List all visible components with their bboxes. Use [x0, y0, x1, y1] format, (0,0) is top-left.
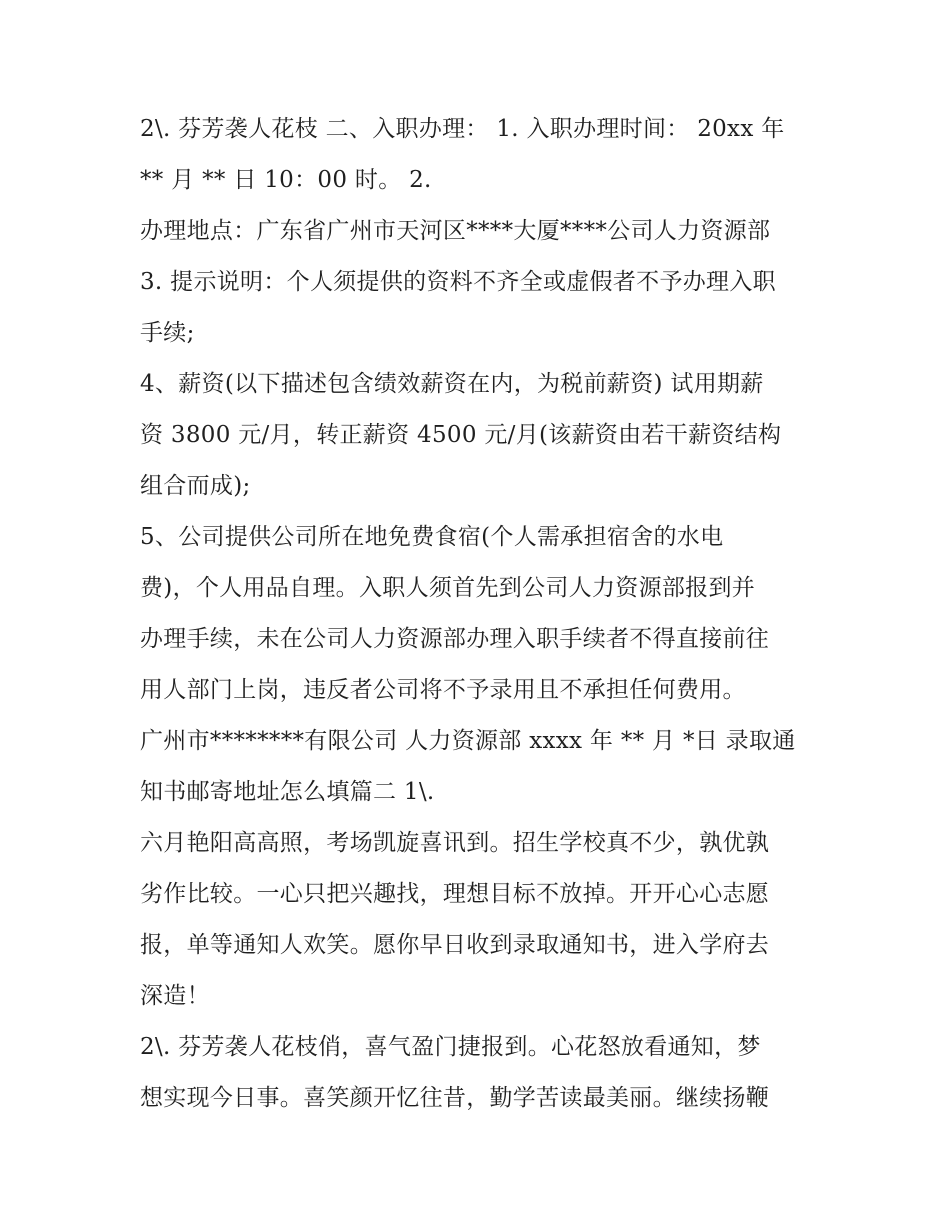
text-line: 2\. 芬芳袭人花枝俏，喜气盈门捷报到。心花怒放看通知，梦 — [140, 1034, 761, 1060]
text-line: 劣作比较。一心只把兴趣找，理想目标不放掉。开开心心志愿 — [140, 881, 770, 907]
text-line: 3. 提示说明：个人须提供的资料不齐全或虚假者不予办理入职 — [140, 269, 776, 295]
text-line: 4、薪资(以下描述包含绩效薪资在内，为税前薪资) 试用期薪 — [140, 371, 764, 397]
text-line: 办理地点：广东省广州市天河区****大厦****公司人力资源部 — [140, 218, 771, 244]
document-body — [140, 104, 820, 1124]
text-line: 费)，个人用品自理。入职人须首先到公司人力资源部报到并 — [140, 575, 756, 601]
text-line: 广州市********有限公司 人力资源部 xxxx 年 ** 月 *日 录取通 — [140, 728, 796, 754]
text-line: 资 3800 元/月，转正薪资 4500 元/月(该薪资由若干薪资结构 — [140, 422, 782, 448]
text-line: 组合而成); — [140, 473, 251, 499]
text-line: 想实现今日事。喜笑颜开忆往昔，勤学苦读最美丽。继续扬鞭 — [140, 1085, 770, 1111]
text-line: 六月艳阳高高照，考场凯旋喜讯到。招生学校真不少，孰优孰 — [140, 830, 770, 856]
text-line: 知书邮寄地址怎么填篇二 1\. — [140, 779, 435, 805]
text-line: ** 月 ** 日 10：00 时。 2. — [140, 167, 432, 193]
text-line: 深造！ — [140, 983, 210, 1009]
text-line: 手续; — [140, 320, 195, 346]
text-line: 报，单等通知人欢笑。愿你早日收到录取通知书，进入学府去 — [140, 932, 770, 958]
text-line: 2\. 芬芳袭人花枝 二、入职办理： 1. 入职办理时间： 20xx 年 — [140, 116, 785, 142]
text-line: 用人部门上岗，违反者公司将不予录用且不承担任何费用。 — [140, 677, 746, 703]
text-line: 5、公司提供公司所在地免费食宿(个人需承担宿舍的水电 — [140, 524, 724, 550]
text-line: 办理手续，未在公司人力资源部办理入职手续者不得直接前往 — [140, 626, 770, 652]
